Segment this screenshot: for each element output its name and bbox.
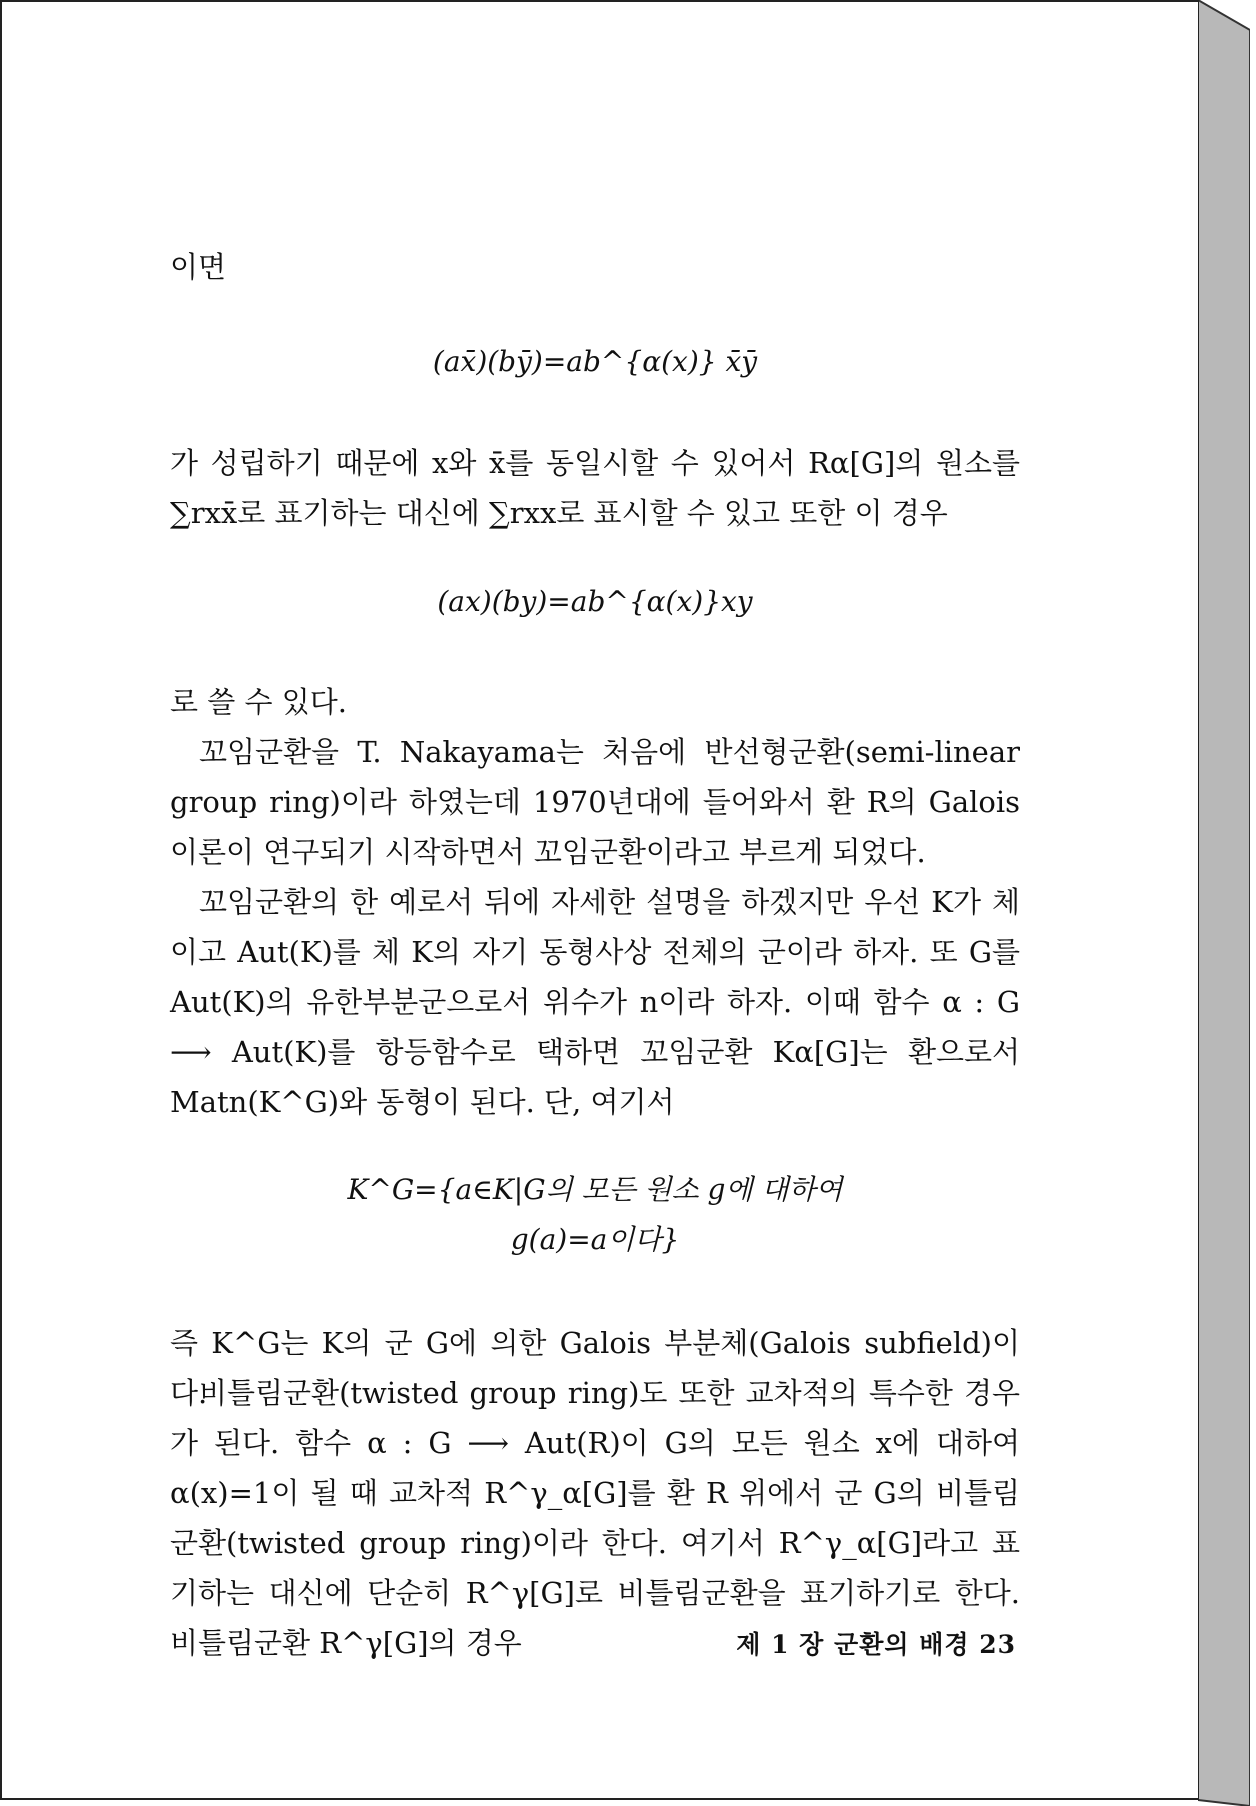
paragraph-identification: 가 성립하기 때문에 x와 x̄를 동일시할 수 있어서 Rα[G]의 원소를 ∑rxx̄로 표기하는 대신에 ∑rxx로 표시할 수 있고 또한 이 경우 bbox=[170, 446, 1020, 530]
paragraph-galois-subfield: 즉 K^G는 K의 군 G에 의한 Galois 부분체(Galois subfield)이다. bbox=[170, 1326, 1020, 1410]
paragraph-example: 꼬임군환의 한 예로서 뒤에 자세한 설명을 하겠지만 우선 K가 체이고 Aut(K)를 체 K의 자기 동형사상 전체의 군이라 하자. 또 G를 Aut(K)의 유한부분군으로서 위수가 n이라 하자. 이때 함수 α : G ⟶ Aut(K)를 항등함수로 택하면 꼬임군환 Kα[G]는 환으로서 Matn(K^G)와 동형이 된다. 단, 여기서 bbox=[170, 885, 1020, 1119]
paragraph-nakayama: 꼬임군환을 T. Nakayama는 처음에 반선형군환(semi-linear group ring)이라 하였는데 1970년대에 들어와서 환 R의 Galois이론이 연구되기 시작하면서 꼬임군환이라고 부르게 되었다. bbox=[170, 735, 1020, 869]
paragraph-can-write: 로 쓸 수 있다. bbox=[170, 685, 347, 719]
intro-word: 이면 bbox=[170, 250, 227, 284]
page-footer: 제 1 장 군환의 배경 23 bbox=[736, 1630, 1016, 1659]
formula-twisted-product: (ax)(by)=ab^{α(x)}xy bbox=[437, 585, 753, 618]
page-edge-shadow bbox=[1198, 0, 1250, 1806]
formula-fixed-field-line2: g(a)=a이다} bbox=[510, 1223, 680, 1256]
paragraph-twisted-group-ring: 비틀림군환(twisted group ring)도 또한 교차적의 특수한 경우가 된다. 함수 α : G ⟶ Aut(R)이 G의 모든 원소 x에 대하여 α(x)=1이 될 때 교차적 R^γ_α[G]를 환 R 위에서 군 G의 비틀림군환(twisted group ring)이라 한다. 여기서 R^γ_α[G]라고 표기하는 대신에 단순히 R^γ[G]로 비틀림군환을 표기하기로 한다. 비틀림군환 R^γ[G]의 경우 bbox=[170, 1376, 1020, 1660]
formula-fixed-field-line1: K^G={a∈K|G의 모든 원소 g에 대하여 bbox=[347, 1173, 843, 1206]
formula-twisted-product-bar: (ax̄)(bȳ)=ab^{α(x)} x̄ȳ bbox=[432, 345, 758, 378]
